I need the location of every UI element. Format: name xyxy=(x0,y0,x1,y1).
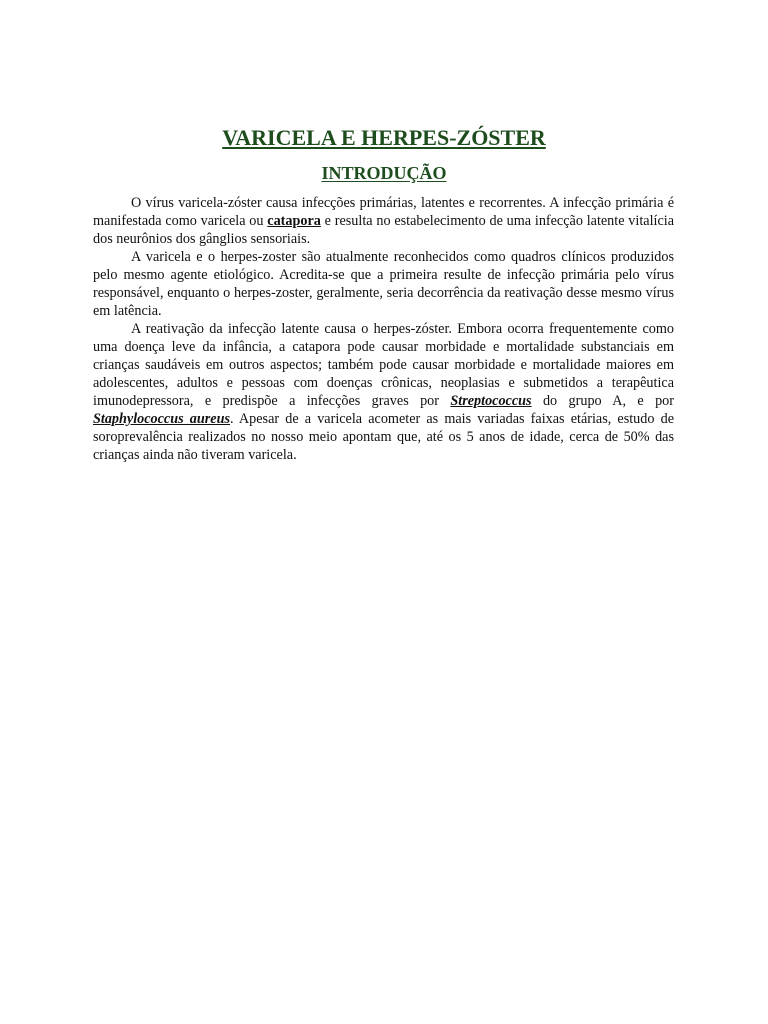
document-title: VARICELA E HERPES-ZÓSTER xyxy=(222,125,546,150)
paragraph-2: A varicela e o herpes-zoster são atualmente reconhecidos como quadros clínicos produzidos pelo mesmo agente etiológico. Acredita-se que a primeira resulte de infecção primária pelo vírus responsável, enquanto o herpes-zoster, geralmente, seria decorrência da reativação desse mesmo vírus em latência. xyxy=(93,249,674,319)
paragraph-3-text-c: . Apesar de a varicela acometer as mais variadas faixas etárias, estudo de soroprevalência realizados no nosso meio apontam que, até os 5 anos de idade, cerca de 50% das crianças ainda não tiveram varicela. xyxy=(93,411,674,463)
paragraph-1-text-b: e resulta no estabelecimento de uma infecção latente vitalícia dos neurônios dos gânglios sensoriais. xyxy=(93,213,674,247)
paragraph-3 xyxy=(93,320,674,464)
paragraph-1-text-a: O vírus varicela-zóster causa infecções primárias, latentes e recorrentes. A infecção primária é manifestada como varicela ou xyxy=(93,195,674,229)
paragraph-3-text-b: do grupo A, e por xyxy=(531,393,674,409)
document-body xyxy=(93,194,674,464)
section-heading: INTRODUÇÃO xyxy=(321,163,447,183)
staphylococcus-aureus-link[interactable]: Staphylococcus aureus xyxy=(93,411,230,427)
catapora-link[interactable]: catapora xyxy=(267,213,321,229)
streptococcus-link[interactable]: Streptococcus xyxy=(450,393,532,409)
paragraph-3-text-a: A reativação da infecção latente causa o herpes-zóster. Embora ocorra frequentemente como uma doença leve da infância, a catapora pode causar morbidade e mortalidade substanciais em crianças saudáveis em outros aspectos; também pode causar morbidade e mortalidade maiores em adolescentes, adultos e pessoas com doenças crônicas, neoplasias e submetidos a terapêutica imunodepressora, e predispõe a infecções graves por xyxy=(93,321,674,409)
paragraph-1 xyxy=(93,194,674,248)
